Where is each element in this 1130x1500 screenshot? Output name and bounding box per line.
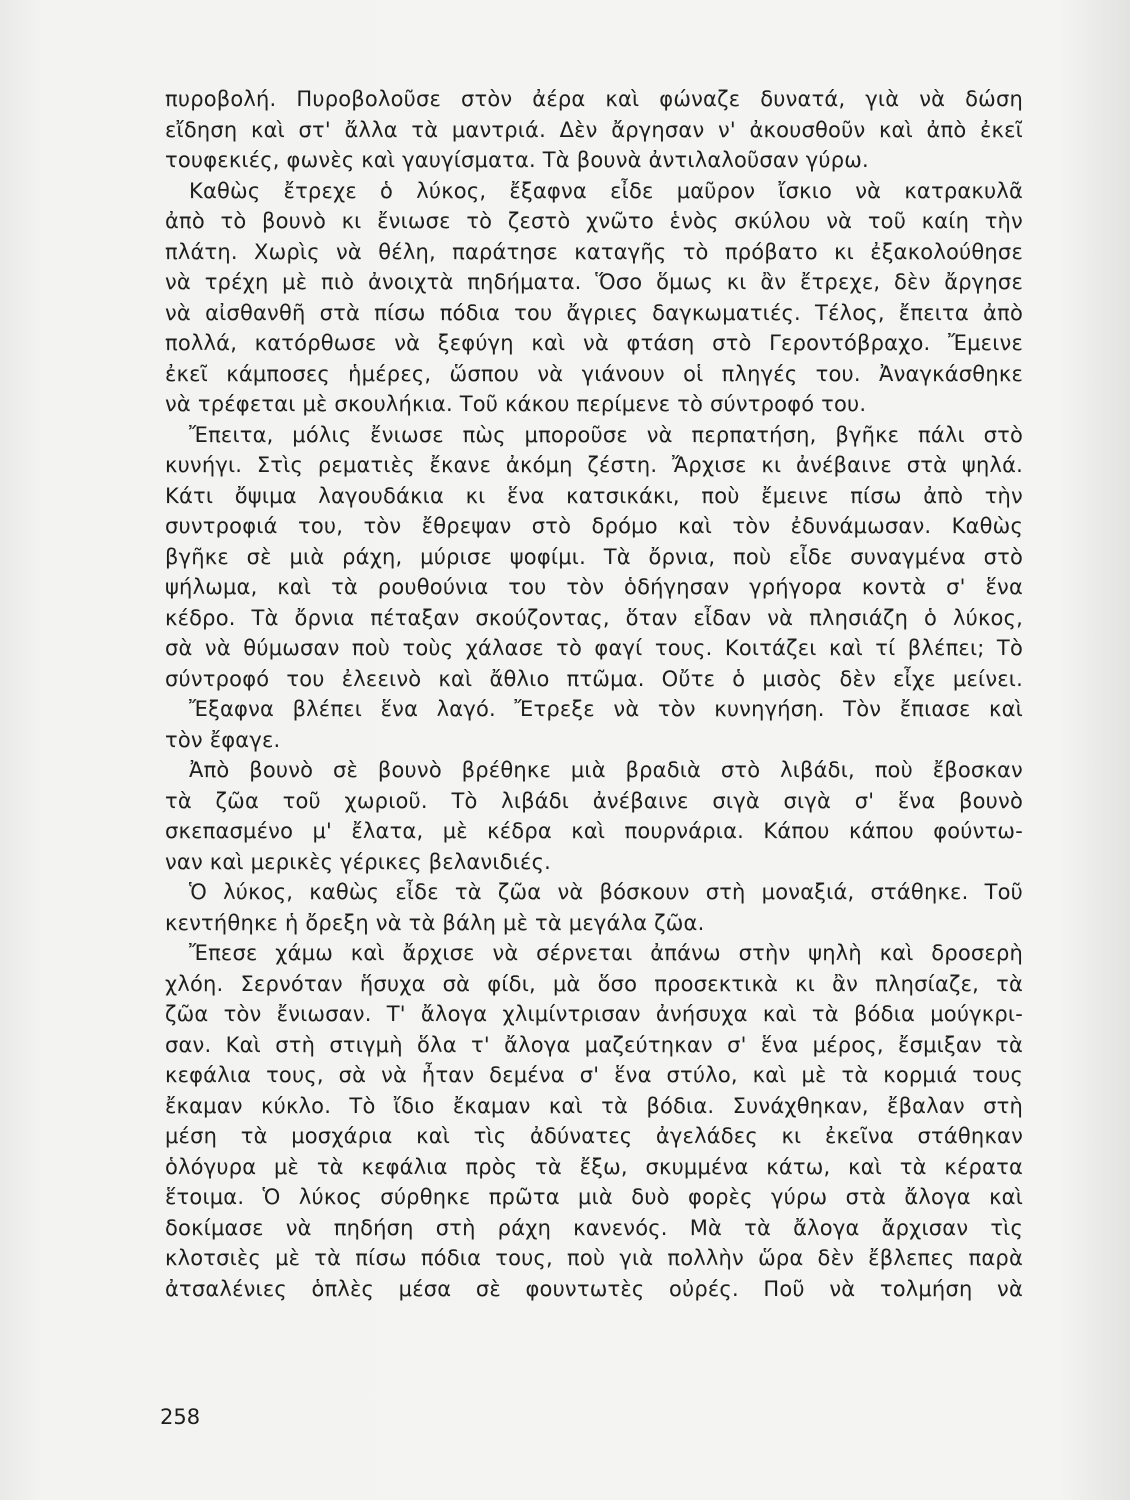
text-line: βγῆκε σὲ μιὰ ράχη, μύρισε ψοφίμι. Τὰ ὄρνια, ποὺ εἶδε συναγμένα στὸ <box>165 544 1023 569</box>
text-line: Ὁ λύκος, καθὼς εἶδε τὰ ζῶα νὰ βόσκουν στὴ μοναξιά, στάθηκε. Τοῦ <box>189 880 1023 904</box>
text-line: κυνήγι. Στὶς ρεματιὲς ἔκανε ἀκόμη ζέστη. Ἄρχισε κι ἀνέβαινε στὰ ψηλά. <box>165 453 1023 477</box>
text-line: σαν. Καὶ στὴ στιγμὴ ὅλα τ' ἄλογα μαζεύτηκαν σ' ἕνα μέρος, ἔσμιξαν τὰ <box>165 1032 1023 1057</box>
text-line: εἴδηση καὶ στ' ἄλλα τὰ μαντριά. Δὲν ἄργησαν ν' ἀκουσθοῦν καὶ ἀπὸ ἐκεῖ <box>165 117 1023 142</box>
text-line: κέδρο. Τὰ ὄρνια πέταξαν σκούζοντας, ὅταν εἶδαν νὰ πλησιάζη ὁ λύκος, <box>165 605 1023 630</box>
text-line: νὰ αἰσθανθῆ στὰ πίσω πόδια του ἄγριες δαγκωματιές. Τέλος, ἔπειτα ἀπὸ <box>165 300 1023 325</box>
text-line: ἔκαμαν κύκλο. Τὸ ἴδιο ἔκαμαν καὶ τὰ βόδια. Συνάχθηκαν, ἔβαλαν στὴ <box>165 1093 1023 1118</box>
text-line: τὰ ζῶα τοῦ χωριοῦ. Τὸ λιβάδι ἀνέβαινε σιγὰ σιγὰ σ' ἕνα βουνὸ <box>165 788 1023 813</box>
text-line: Ἀπὸ βουνὸ σὲ βουνὸ βρέθηκε μιὰ βραδιὰ στὸ λιβάδι, ποὺ ἔβοσκαν <box>189 758 1023 782</box>
body-text <box>165 84 1023 1304</box>
text-line: κεφάλια τους, σὰ νὰ ἦταν δεμένα σ' ἕνα στύλο, καὶ μὲ τὰ κορμιά τους <box>165 1063 1023 1087</box>
text-line: Κάτι ὄψιμα λαγουδάκια κι ἕνα κατσικάκι, ποὺ ἔμεινε πίσω ἀπὸ τὴν <box>165 483 1023 508</box>
text-line: ναν καὶ μερικὲς γέρικες βελανιδιές. <box>165 849 551 874</box>
text-line: συντροφιά του, τὸν ἔθρεψαν στὸ δρόμο καὶ τὸν ἐδυνάμωσαν. Καθὼς <box>165 514 1023 538</box>
text-line: σύντροφό του ἐλεεινὸ καὶ ἄθλιο πτῶμα. Οὔτε ὁ μισὸς δὲν εἶχε μείνει. <box>165 666 1023 691</box>
text-line: νὰ τρέφεται μὲ σκουλήκια. Τοῦ κάκου περίμενε τὸ σύντροφό του. <box>165 392 867 416</box>
text-line: πολλά, κατόρθωσε νὰ ξεφύγη καὶ νὰ φτάση στὸ Γεροντόβραχο. Ἔμεινε <box>165 331 1023 355</box>
text-line: χλόη. Σερνόταν ἥσυχα σὰ φίδι, μὰ ὅσο προσεκτικὰ κι ἂν πλησίαζε, τὰ <box>165 971 1023 996</box>
text-line: Καθὼς ἔτρεχε ὁ λύκος, ἔξαφνα εἶδε μαῦρον ἴσκιο νὰ κατρακυλᾶ <box>189 178 1023 203</box>
text-line: κλοτσιὲς μὲ τὰ πίσω πόδια τους, ποὺ γιὰ πολλὴν ὥρα δὲν ἔβλεπες παρὰ <box>165 1246 1023 1270</box>
text-line: νὰ τρέχη μὲ πιὸ ἀνοιχτὰ πηδήματα. Ὅσο ὅμως κι ἂν ἔτρεχε, δὲν ἄργησε <box>165 270 1023 294</box>
text-line: ἀπὸ τὸ βουνὸ κι ἔνιωσε τὸ ζεστὸ χνῶτο ἑνὸς σκύλου νὰ τοῦ καίη τὴν <box>165 209 1023 233</box>
text-line: ἕτοιμα. Ὁ λύκος σύρθηκε πρῶτα μιὰ δυὸ φορὲς γύρω στὰ ἄλογα καὶ <box>165 1185 1023 1209</box>
text-line: ἀτσαλένιες ὁπλὲς μέσα σὲ φουντωτὲς οὐρές. Ποῦ νὰ τολμήση νὰ <box>165 1276 1023 1301</box>
text-line: Ἔξαφνα βλέπει ἕνα λαγό. Ἔτρεξε νὰ τὸν κυνηγήση. Τὸν ἔπιασε καὶ <box>189 697 1023 721</box>
text-line: ζῶα τὸν ἔνιωσαν. Τ' ἄλογα χλιμίντρισαν ἀνήσυχα καὶ τὰ βόδια μούγκρι- <box>165 1002 1023 1026</box>
text-line: ἐκεῖ κάμποσες ἡμέρες, ὥσπου νὰ γιάνουν οἱ πληγές του. Ἀναγκάσθηκε <box>165 361 1023 386</box>
text-line: τουφεκιές, φωνὲς καὶ γαυγίσματα. Τὰ βουνὰ ἀντιλαλοῦσαν γύρω. <box>165 148 869 172</box>
text-line: δοκίμασε νὰ πηδήση στὴ ράχη κανενός. Μὰ τὰ ἄλογα ἄρχισαν τὶς <box>165 1215 1023 1240</box>
text-line: πυροβολή. Πυροβολοῦσε στὸν ἀέρα καὶ φώναζε δυνατά, γιὰ νὰ δώση <box>165 87 1023 111</box>
text-line: ψήλωμα, καὶ τὰ ρουθούνια του τὸν ὁδήγησαν γρήγορα κοντὰ σ' ἕνα <box>165 575 1023 599</box>
text-line: μέση τὰ μοσχάρια καὶ τὶς ἀδύνατες ἀγελάδες κι ἐκεῖνα στάθηκαν <box>165 1124 1023 1148</box>
text-line: τὸν ἔφαγε. <box>165 727 281 752</box>
text-line: ὁλόγυρα μὲ τὰ κεφάλια πρὸς τὰ ἔξω, σκυμμένα κάτω, καὶ τὰ κέρατα <box>165 1154 1023 1179</box>
text-line: κεντήθηκε ἡ ὄρεξη νὰ τὰ βάλη μὲ τὰ μεγάλα ζῶα. <box>165 910 705 935</box>
text-line: σὰ νὰ θύμωσαν ποὺ τοὺς χάλασε τὸ φαγί τους. Κοιτάζει καὶ τί βλέπει; Τὸ <box>165 636 1023 660</box>
text-line: σκεπασμένο μ' ἔλατα, μὲ κέδρα καὶ πουρνάρια. Κάπου κάπου φούντω- <box>165 819 1023 843</box>
text-line: Ἔπεσε χάμω καὶ ἄρχισε νὰ σέρνεται ἀπάνω στὴν ψηλὴ καὶ δροσερὴ <box>189 941 1023 965</box>
text-line: Ἔπειτα, μόλις ἔνιωσε πὼς μποροῦσε νὰ περπατήση, βγῆκε πάλι στὸ <box>189 422 1023 447</box>
page-number: 258 <box>160 1405 201 1429</box>
text-line: πλάτη. Χωρὶς νὰ θέλη, παράτησε καταγῆς τὸ πρόβατο κι ἐξακολούθησε <box>165 239 1023 264</box>
